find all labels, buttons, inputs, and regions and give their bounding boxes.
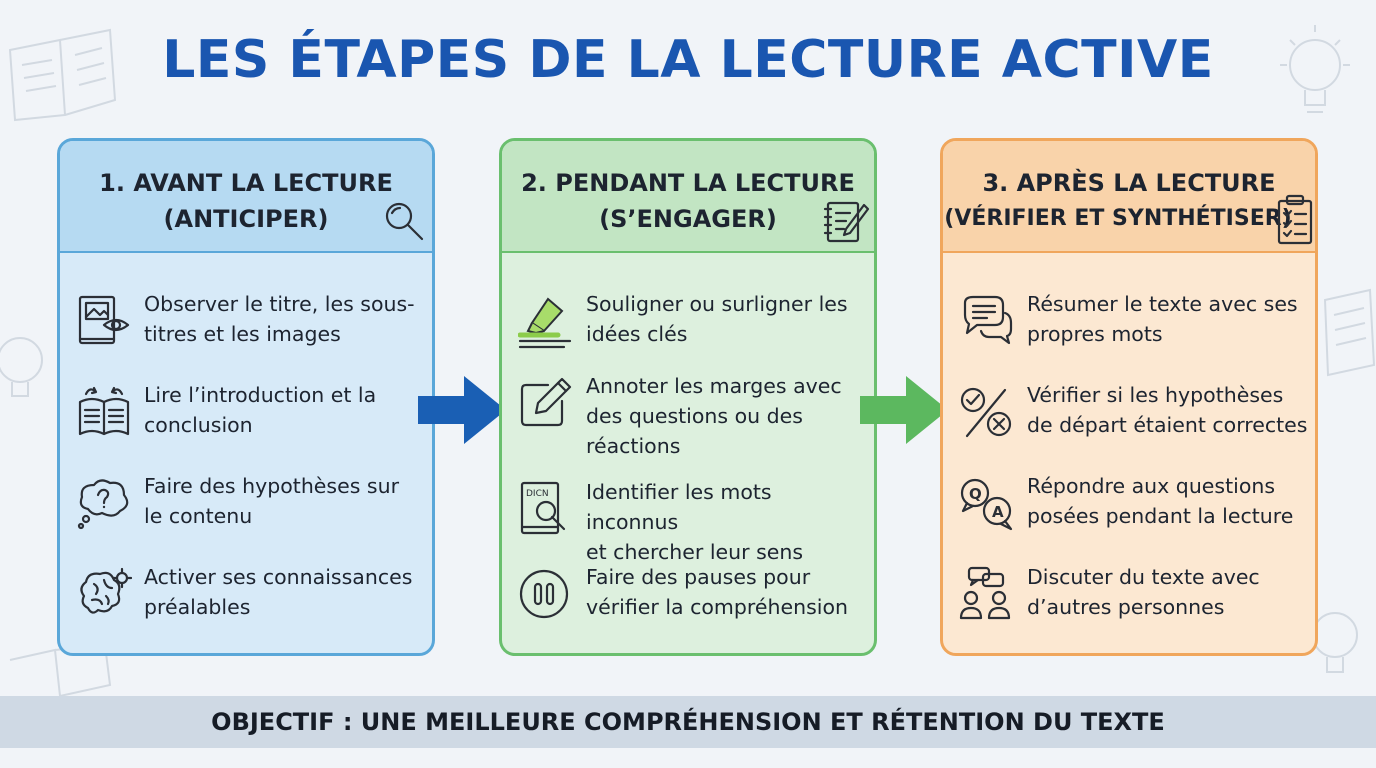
- question-thought-icon: [76, 475, 132, 531]
- item-text: Faire des pauses pour: [586, 565, 811, 589]
- list-item: [518, 289, 868, 359]
- clipboard-check-icon: [1275, 193, 1315, 247]
- list-item: [959, 562, 1309, 632]
- step-subtitle: (S’ENGAGER): [599, 205, 777, 233]
- list-item: [518, 562, 868, 632]
- highlighter-icon: [518, 293, 574, 349]
- step-card-during-reading: [499, 138, 877, 656]
- step-subtitle: (VÉRIFIER ET SYNTHÉTISER): [944, 206, 1292, 231]
- svg-text:DICN: DICN: [526, 489, 549, 499]
- list-item: [76, 562, 426, 632]
- magnifier-icon: [382, 199, 426, 243]
- item-text: Activer ses connaissances: [144, 565, 413, 589]
- edit-pencil-icon: [518, 375, 574, 431]
- step-title: 1. AVANT LA LECTURE: [99, 169, 393, 197]
- item-text: des questions ou des: [586, 404, 803, 428]
- step-card-before-reading: [57, 138, 435, 656]
- check-cross-icon: [959, 384, 1015, 440]
- item-text: et chercher leur sens: [586, 540, 804, 564]
- arrow-right-icon: [858, 374, 952, 446]
- list-item: [959, 380, 1309, 450]
- list-item: [76, 380, 426, 450]
- svg-text:A: A: [992, 503, 1004, 521]
- step-title: 3. APRÈS LA LECTURE: [982, 169, 1276, 197]
- item-text: propres mots: [1027, 322, 1163, 346]
- pause-icon: [518, 566, 574, 622]
- item-text: réactions: [586, 434, 681, 458]
- item-text: titres et les images: [144, 322, 341, 346]
- item-text: le contenu: [144, 504, 253, 528]
- step-title: 2. PENDANT LA LECTURE: [521, 169, 855, 197]
- item-text: Répondre aux questions: [1027, 474, 1276, 498]
- background-lightbulb-doodle: [0, 320, 60, 420]
- qa-bubbles-icon: [959, 475, 1015, 531]
- list-item: [518, 371, 868, 458]
- item-text: Identifier les mots inconnus: [586, 480, 772, 534]
- list-item: [518, 477, 868, 564]
- book-eye-icon: [76, 293, 132, 349]
- item-text: Observer le titre, les sous-: [144, 292, 415, 316]
- list-item: [959, 471, 1309, 541]
- step-subtitle: (ANTICIPER): [163, 205, 329, 233]
- item-text: Vérifier si les hypothèses: [1027, 383, 1284, 407]
- step-card-header: [943, 141, 1315, 253]
- open-book-icon: [76, 384, 132, 440]
- brain-gear-icon: [76, 566, 132, 622]
- list-item: [76, 471, 426, 541]
- item-text: idées clés: [586, 322, 688, 346]
- item-text: Souligner ou surligner les: [586, 292, 848, 316]
- item-text: préalables: [144, 595, 251, 619]
- item-text: vérifier la compréhension: [586, 595, 849, 619]
- step-card-header: [60, 141, 432, 253]
- item-text: conclusion: [144, 413, 253, 437]
- dictionary-icon: [518, 481, 574, 537]
- background-book-doodle: [1320, 280, 1376, 380]
- item-text: Discuter du texte avec: [1027, 565, 1260, 589]
- notebook-pen-icon: [822, 197, 870, 245]
- svg-text:Q: Q: [969, 485, 982, 503]
- item-text: posées pendant la lecture: [1027, 504, 1294, 528]
- item-text: d’autres personnes: [1027, 595, 1225, 619]
- item-text: Résumer le texte avec ses: [1027, 292, 1298, 316]
- discussion-people-icon: [959, 566, 1015, 622]
- item-text: de départ étaient correctes: [1027, 413, 1308, 437]
- list-item: [76, 289, 426, 359]
- item-text: Faire des hypothèses sur: [144, 474, 400, 498]
- speech-bubbles-icon: [959, 293, 1015, 349]
- footer-objective: OBJECTIF : UNE MEILLEURE COMPRÉHENSION ET RÉTENTION DU TEXTE: [0, 696, 1376, 748]
- list-item: [959, 289, 1309, 359]
- step-card-header: [502, 141, 874, 253]
- step-card-after-reading: [940, 138, 1318, 656]
- arrow-right-icon: [416, 374, 510, 446]
- item-text: Annoter les marges avec: [586, 374, 842, 398]
- page-title: LES ÉTAPES DE LA LECTURE ACTIVE: [162, 30, 1214, 90]
- item-text: Lire l’introduction et la: [144, 383, 377, 407]
